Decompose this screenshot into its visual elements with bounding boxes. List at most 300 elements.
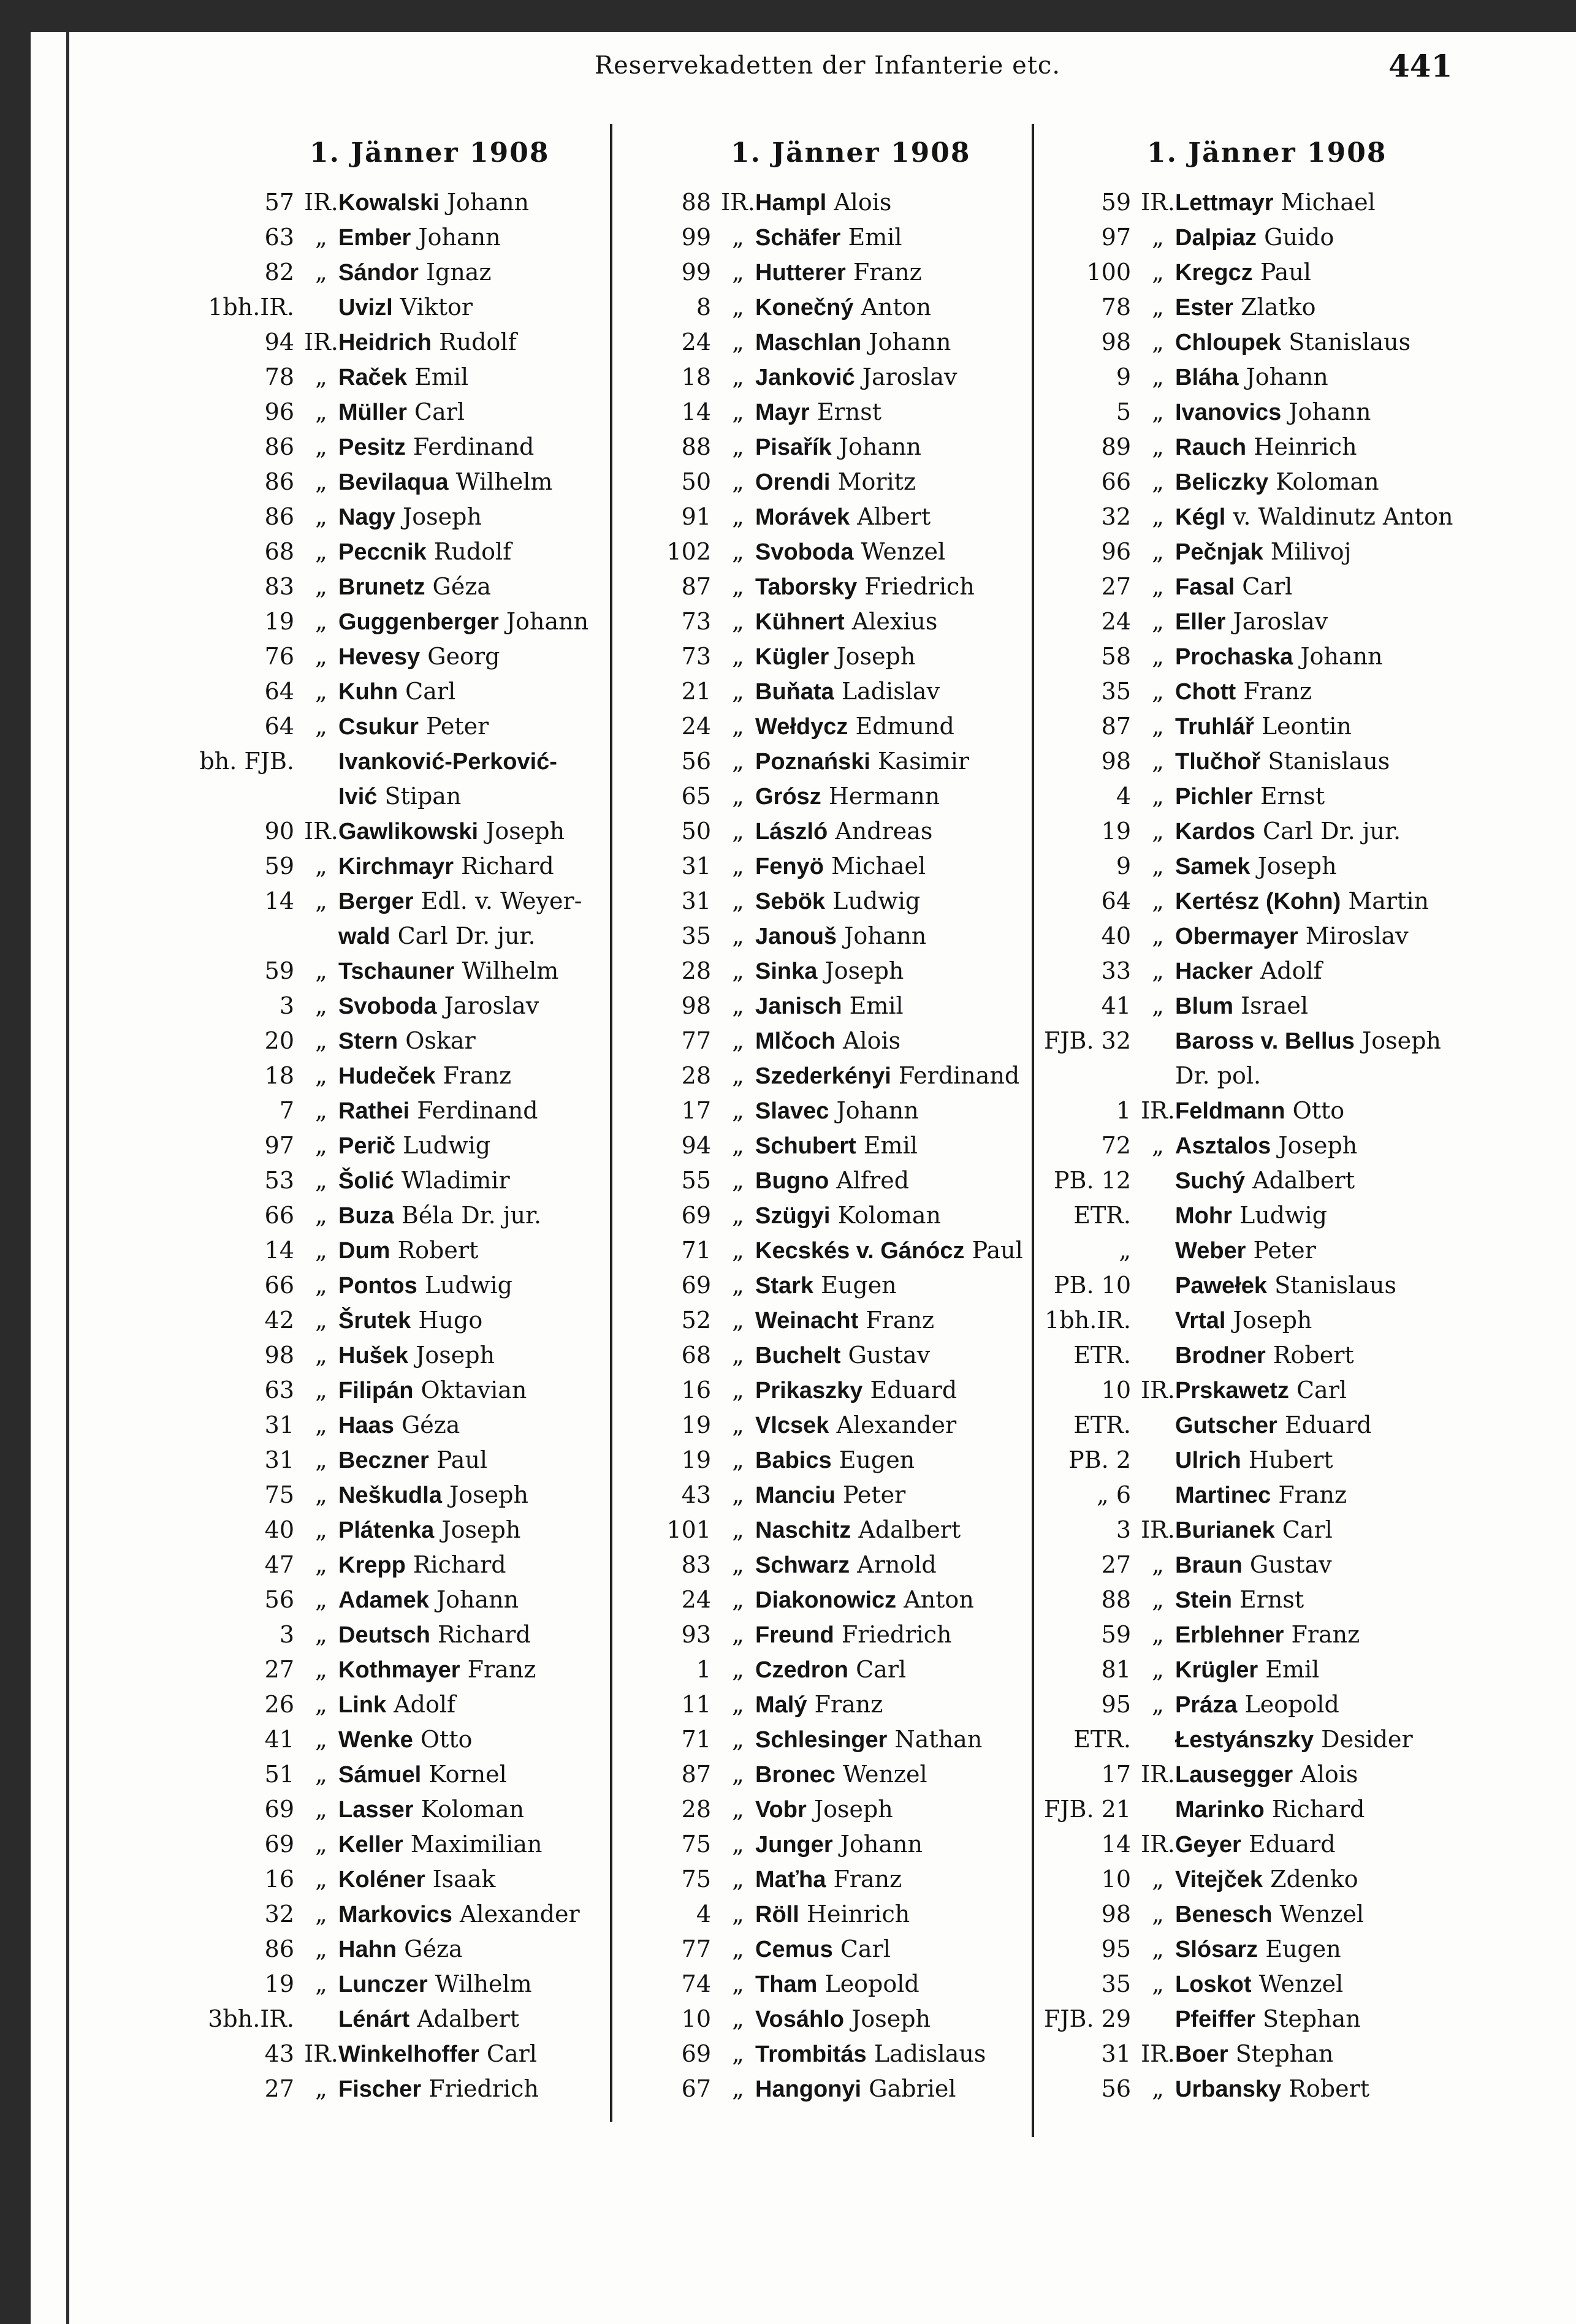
entry-number: 98 <box>1101 328 1131 355</box>
entry-number: 74 <box>681 1970 711 1997</box>
entry-given-name: Paul <box>1260 259 1311 286</box>
entry-surname: Gutscher <box>1175 1413 1277 1438</box>
entry-name <box>1175 604 1328 640</box>
entry-number: FJB. 29 <box>1043 2005 1131 2032</box>
entry-name <box>338 849 554 884</box>
page-edge-rule <box>66 32 69 2324</box>
entry-surname: Łestyánszky <box>1175 1727 1314 1753</box>
entry-number: 75 <box>681 1866 711 1893</box>
entry-number: 95 <box>1101 1691 1131 1718</box>
entry-unit: „ <box>1152 748 1164 775</box>
entry-given-name: Zdenko <box>1270 1866 1358 1893</box>
entry-name <box>1175 1652 1319 1688</box>
entry-name <box>1175 2002 1361 2037</box>
entry-unit: „ <box>315 1726 327 1753</box>
entry-name <box>338 744 557 780</box>
entry-name <box>338 1478 528 1513</box>
list-item <box>613 639 1042 674</box>
entry-surname: Schäfer <box>755 225 841 251</box>
entry-name <box>755 814 932 849</box>
entry-surname: Pečnjak <box>1175 539 1263 565</box>
entry-given-name: Guido <box>1264 224 1334 251</box>
entry-given-name: Jaroslav <box>1233 608 1328 635</box>
list-item <box>613 1058 1042 1093</box>
entry-unit: „ <box>732 1516 744 1543</box>
entry-number: 52 <box>681 1307 711 1334</box>
entry-unit: „ <box>732 1691 744 1718</box>
entry-surname: Hudeček <box>338 1063 436 1089</box>
entry-name <box>1175 1897 1364 1932</box>
entry-number: „ <box>1119 1237 1131 1264</box>
entry-unit: „ <box>732 1866 744 1893</box>
entry-unit: „ <box>732 853 744 879</box>
entry-surname: Chott <box>1175 679 1236 705</box>
entry-given-name: Franz <box>443 1062 512 1089</box>
entry-surname: Slósarz <box>1175 1937 1258 1962</box>
entry-unit: „ <box>732 2075 744 2102</box>
entry-number: 27 <box>1101 573 1131 600</box>
entry-surname: Martinec <box>1175 1483 1271 1508</box>
entry-given-name: Jaroslav <box>862 363 957 390</box>
entry-surname: Filipán <box>338 1378 414 1403</box>
entry-name <box>755 220 902 256</box>
entry-number: 88 <box>1101 1586 1131 1613</box>
entry-name <box>1175 2071 1369 2107</box>
list-item <box>1033 779 1462 814</box>
scanned-page <box>31 32 1576 2324</box>
entry-given-name: Andreas <box>835 818 933 845</box>
entry-given-name: Franz <box>467 1656 536 1683</box>
entry-given-name: Carl <box>856 1656 907 1683</box>
entry-surname: Hacker <box>1175 959 1253 984</box>
entry-given-name: Béla Dr. jur. <box>401 1202 542 1229</box>
entry-name <box>755 954 904 989</box>
entry-number: ETR. <box>1073 1726 1131 1753</box>
entry-unit: „ <box>732 1342 744 1369</box>
entry-number: 14 <box>1101 1831 1131 1858</box>
entry-unit: „ <box>1152 2075 1164 2102</box>
list-item <box>196 1163 625 1198</box>
entry-given-name: Robert <box>1289 2075 1370 2102</box>
entry-given-name: Ladislaus <box>874 2040 986 2067</box>
entry-given-name: Otto <box>1292 1097 1345 1124</box>
entry-surname: Suchý <box>1175 1168 1246 1194</box>
entry-unit: „ <box>315 1481 327 1508</box>
entry-surname: Kardos <box>1175 819 1255 845</box>
entry-number: 97 <box>264 1132 294 1159</box>
entry-given-name: Franz <box>1243 678 1312 705</box>
entry-name <box>1175 849 1337 884</box>
entry-surname: Szügyi <box>755 1203 831 1229</box>
entry-list <box>613 185 1042 2106</box>
entry-unit: „ <box>732 1132 744 1159</box>
entry-name <box>338 1163 510 1199</box>
entry-given-name: Eduard <box>1284 1411 1372 1438</box>
entry-number: 83 <box>681 1551 711 1578</box>
list-item <box>196 709 625 744</box>
entry-name <box>338 185 529 221</box>
entry-unit: IR. <box>1141 2040 1175 2067</box>
list-item <box>1033 185 1462 220</box>
entry-surname: Pfeiffer <box>1175 2007 1255 2032</box>
entry-number: 63 <box>264 224 294 251</box>
entry-surname: Sebök <box>755 889 826 914</box>
entry-given-name: Eugen <box>1265 1935 1341 1962</box>
entry-number: 1 <box>696 1656 711 1683</box>
list-item <box>196 569 625 604</box>
entry-number: 19 <box>1101 818 1131 845</box>
entry-number: 35 <box>1101 678 1131 705</box>
entry-number: 24 <box>1101 608 1131 635</box>
list-item <box>1033 499 1462 534</box>
entry-given-name: Otto <box>420 1726 473 1753</box>
list-item <box>1033 1303 1462 1338</box>
entry-unit: „ <box>732 1202 744 1229</box>
list-item <box>196 779 625 814</box>
entry-name <box>1175 185 1376 221</box>
entry-number: 64 <box>264 678 294 705</box>
entry-unit: „ <box>1152 538 1164 565</box>
entry-name <box>755 1932 891 1967</box>
entry-number: 19 <box>264 608 294 635</box>
entry-given-name: Jaroslav <box>444 992 539 1019</box>
list-item <box>1033 2071 1462 2106</box>
column-divider <box>610 124 612 2122</box>
list-item <box>613 674 1042 709</box>
entry-unit: „ <box>315 2075 327 2102</box>
entry-unit: „ <box>1152 1656 1164 1683</box>
entry-number: 76 <box>264 643 294 670</box>
entry-list <box>1033 185 1462 2106</box>
entry-name <box>755 185 891 221</box>
entry-name <box>338 360 468 395</box>
list-item <box>613 2037 1042 2071</box>
entry-name <box>338 1338 495 1373</box>
entry-given-name: Johann <box>844 922 927 949</box>
list-item <box>613 1687 1042 1722</box>
entry-name <box>755 1058 1019 1094</box>
entry-given-name: Zlatko <box>1241 294 1316 321</box>
entry-unit: „ <box>315 1586 327 1613</box>
entry-number: 86 <box>264 468 294 495</box>
list-item <box>196 1268 625 1303</box>
entry-name <box>1175 1303 1312 1339</box>
entry-surname: Janouš <box>755 924 837 949</box>
entry-name <box>755 744 969 780</box>
entry-name <box>755 1687 883 1723</box>
entry-surname: Marinko <box>1175 1797 1265 1823</box>
entry-number: 81 <box>1101 1656 1131 1683</box>
entry-given-name: Carl <box>1282 1516 1333 1543</box>
entry-number: 53 <box>264 1167 294 1194</box>
entry-given-name: Ludwig <box>1239 1202 1328 1229</box>
entry-given-name: Joseph <box>485 818 565 845</box>
list-item <box>613 954 1042 989</box>
list-item <box>1033 814 1462 849</box>
entry-surname: Samek <box>1175 854 1251 879</box>
entry-given-name: Joseph <box>1257 853 1337 879</box>
entry-unit: „ <box>315 1516 327 1543</box>
entry-given-name: Ferdinand <box>413 433 535 460</box>
entry-name <box>338 2037 537 2072</box>
entry-unit: IR. <box>1141 1377 1175 1403</box>
list-item <box>1033 465 1462 499</box>
entry-number: 86 <box>264 1935 294 1962</box>
entry-name <box>338 674 455 710</box>
entry-unit: „ <box>732 468 744 495</box>
entry-number: 59 <box>264 957 294 984</box>
entry-unit: „ <box>315 433 327 460</box>
list-item <box>613 220 1042 255</box>
entry-unit: „ <box>315 1307 327 1334</box>
entry-given-name: Ladislav <box>841 678 940 705</box>
entry-surname: Lettmayr <box>1175 190 1274 216</box>
list-item <box>613 1862 1042 1897</box>
list-item <box>613 290 1042 325</box>
entry-number: 77 <box>681 1027 711 1054</box>
list-item <box>613 1792 1042 1827</box>
entry-number: 87 <box>681 1761 711 1788</box>
entry-number: 101 <box>666 1516 711 1543</box>
list-item <box>196 604 625 639</box>
entry-name <box>1175 1757 1358 1793</box>
list-item <box>613 395 1042 430</box>
entry-name <box>338 430 534 465</box>
list-item <box>613 2002 1042 2037</box>
entry-unit: „ <box>732 538 744 565</box>
list-item <box>1033 1792 1462 1827</box>
entry-number: 40 <box>1101 922 1131 949</box>
entry-number: 88 <box>681 433 711 460</box>
entry-given-name: Ludwig <box>403 1132 491 1159</box>
entry-number: 24 <box>681 1586 711 1613</box>
entry-surname: Schubert <box>755 1133 856 1159</box>
entry-number: 1 <box>1116 1097 1131 1124</box>
entry-name <box>755 499 931 535</box>
list-item <box>1033 220 1462 255</box>
entry-name <box>755 430 921 465</box>
entry-number: 27 <box>1101 1551 1131 1578</box>
entry-surname: Berger <box>338 889 414 914</box>
entry-surname: Müller <box>338 400 407 425</box>
entry-given-name: Isaak <box>432 1866 496 1893</box>
entry-number: bh. FJB. <box>199 748 294 775</box>
entry-surname: Fenyö <box>755 854 824 879</box>
entry-number: 90 <box>264 818 294 845</box>
entry-number: 4 <box>696 1901 711 1927</box>
list-item <box>196 290 625 325</box>
list-item <box>196 849 625 884</box>
entry-name <box>1175 1408 1372 1443</box>
entry-unit: „ <box>315 1691 327 1718</box>
entry-name <box>1175 255 1311 290</box>
list-item <box>196 1652 625 1687</box>
list-item <box>1033 954 1462 989</box>
entry-surname: Taborsky <box>755 574 858 600</box>
entry-surname: Feldmann <box>1175 1098 1285 1124</box>
list-item <box>196 1862 625 1897</box>
entry-given-name: Carl <box>1296 1377 1347 1403</box>
entry-number: 41 <box>1101 992 1131 1019</box>
list-item <box>613 779 1042 814</box>
list-item <box>196 1932 625 1967</box>
entry-given-name: Georg <box>427 643 500 670</box>
entry-surname: Hangonyi <box>755 2076 862 2102</box>
entry-name <box>338 1198 541 1234</box>
entry-given-name: Richard <box>1271 1796 1365 1823</box>
entry-given-name: Edmund <box>855 713 954 740</box>
entry-given-name: Alois <box>1300 1761 1358 1788</box>
entry-name <box>338 1233 478 1269</box>
list-item <box>196 1967 625 2002</box>
entry-given-name: Albert <box>857 503 931 530</box>
list-item <box>613 1827 1042 1862</box>
entry-surname: Truhlář <box>1175 714 1254 740</box>
list-item <box>1033 569 1462 604</box>
entry-number: 31 <box>264 1446 294 1473</box>
list-item <box>196 2071 625 2106</box>
list-item <box>613 465 1042 499</box>
entry-unit: „ <box>315 1272 327 1299</box>
entry-unit: „ <box>1152 1901 1164 1927</box>
entry-given-name: Franz <box>866 1307 934 1334</box>
entry-name <box>755 1408 956 1443</box>
entry-name <box>1175 1792 1365 1828</box>
entry-given-name: Oskar <box>405 1027 476 1054</box>
list-item <box>1033 290 1462 325</box>
entry-surname: Urbansky <box>1175 2076 1282 2102</box>
entry-unit: „ <box>1152 783 1164 810</box>
list-item <box>196 1897 625 1932</box>
entry-surname: Malý <box>755 1692 807 1718</box>
entry-number: 96 <box>264 398 294 425</box>
entry-given-name: Ignaz <box>426 259 492 286</box>
entry-name <box>1175 1617 1360 1653</box>
list-item <box>1033 1932 1462 1967</box>
entry-unit: „ <box>732 1446 744 1473</box>
entry-surname: Ulrich <box>1175 1448 1241 1473</box>
entry-surname: Link <box>338 1692 387 1718</box>
entry-given-name: Franz <box>853 259 922 286</box>
entry-name <box>338 220 501 256</box>
entry-given-name: Michael <box>1281 189 1376 216</box>
entry-surname: Gawlikowski <box>338 819 479 845</box>
entry-name <box>1175 1058 1261 1094</box>
entry-unit: IR. <box>304 2040 338 2067</box>
entry-given-name: Johann <box>839 433 921 460</box>
entry-given-name: Ferdinand <box>898 1062 1020 1089</box>
entry-surname: Ember <box>338 225 411 251</box>
entry-unit: „ <box>1152 1970 1164 1997</box>
entry-number: 99 <box>681 224 711 251</box>
entry-given-name: Géza <box>404 1935 463 1962</box>
list-item <box>196 1478 625 1513</box>
entry-surname: Obermayer <box>1175 924 1298 949</box>
entry-unit: „ <box>315 1796 327 1823</box>
entry-name <box>338 709 489 745</box>
entry-unit: „ <box>732 1272 744 1299</box>
entry-given-name: Peter <box>843 1481 906 1508</box>
entry-name <box>1175 1967 1343 2002</box>
entry-number: 19 <box>264 1970 294 1997</box>
entry-name <box>755 849 926 884</box>
list-item <box>196 1757 625 1792</box>
entry-name <box>338 779 461 815</box>
entry-given-name: Friedrich <box>864 573 975 600</box>
entry-given-name: Johann <box>1289 398 1371 425</box>
entry-name <box>338 1967 532 2002</box>
entry-given-name: Hermann <box>828 783 940 810</box>
entry-given-name: Leopold <box>824 1970 919 1997</box>
entry-name <box>338 639 500 675</box>
entry-name <box>755 1652 906 1688</box>
entry-number: 16 <box>264 1866 294 1893</box>
entry-unit: „ <box>1152 398 1164 425</box>
entry-name <box>755 1338 930 1373</box>
list-item <box>196 639 625 674</box>
entry-name <box>338 989 539 1024</box>
list-item <box>1033 1827 1462 1862</box>
entry-surname: Dalpiaz <box>1175 225 1257 251</box>
entry-surname: Sándor <box>338 260 419 286</box>
entry-unit: „ <box>732 573 744 600</box>
entry-given-name: Richard <box>413 1551 506 1578</box>
entry-given-name: Carl Dr. jur. <box>397 922 536 949</box>
entry-unit: „ <box>732 1761 744 1788</box>
entry-unit: „ <box>315 1656 327 1683</box>
entry-name <box>338 1617 531 1653</box>
list-item <box>196 1338 625 1373</box>
entry-surname: Sámuel <box>338 1762 422 1788</box>
entry-given-name: Emil <box>863 1132 918 1159</box>
entry-number: 56 <box>681 748 711 775</box>
entry-surname: Kothmayer <box>338 1657 460 1683</box>
entry-number: 21 <box>681 678 711 705</box>
entry-list <box>196 185 625 2106</box>
entry-unit: „ <box>315 1970 327 1997</box>
entry-number: 50 <box>681 818 711 845</box>
entry-unit: IR. <box>304 818 338 845</box>
entry-number: 86 <box>264 503 294 530</box>
entry-number: 47 <box>264 1551 294 1578</box>
entry-number: 9 <box>1116 363 1131 390</box>
entry-surname: Práza <box>1175 1692 1238 1718</box>
entry-unit: IR. <box>1141 189 1175 216</box>
entry-number: 72 <box>1101 1132 1131 1159</box>
entry-number: 16 <box>681 1377 711 1403</box>
entry-name <box>755 1478 905 1513</box>
entry-unit: „ <box>1152 957 1164 984</box>
entry-name <box>338 1128 490 1164</box>
list-item <box>613 1338 1042 1373</box>
list-item <box>613 1722 1042 1757</box>
entry-name <box>338 465 552 500</box>
entry-name <box>338 1827 542 1863</box>
entry-number: 3 <box>279 1621 294 1648</box>
entry-name <box>338 1547 506 1583</box>
list-item <box>1033 1128 1462 1163</box>
entry-name <box>755 1617 951 1653</box>
list-item <box>1033 1897 1462 1932</box>
entry-number: 69 <box>681 1202 711 1229</box>
entry-surname: Poznański <box>755 749 870 775</box>
entry-surname: Naschitz <box>755 1517 851 1543</box>
entry-name <box>755 2071 956 2107</box>
entry-given-name: Paul <box>436 1446 488 1473</box>
entry-name <box>338 1093 538 1129</box>
entry-surname: Röll <box>755 1902 799 1927</box>
entry-name <box>755 1757 927 1793</box>
